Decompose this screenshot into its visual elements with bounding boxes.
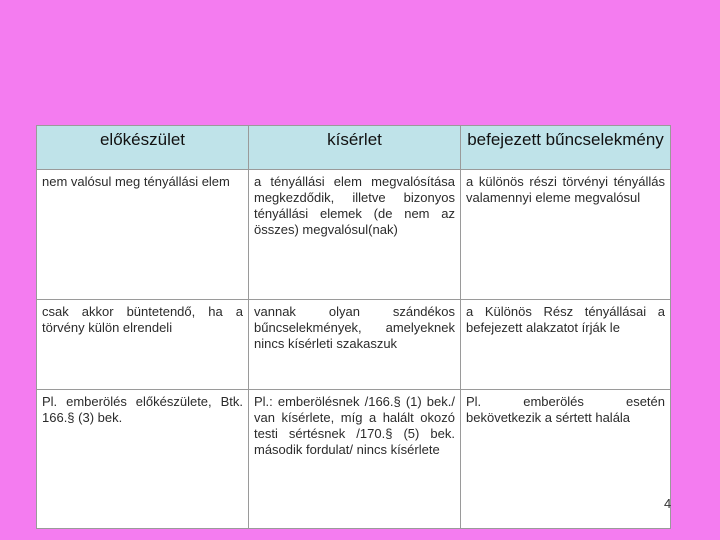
table-cell: vannak olyan szándékos bűncselekmények, amelyeknek nincs kísérleti szakaszuk	[249, 300, 461, 390]
table-cell: Pl. emberölés esetén bekövetkezik a sértett halála	[461, 390, 671, 529]
table-row	[37, 170, 671, 300]
header-completed-crime: befejezett bűncselekmény	[461, 126, 671, 170]
table-row	[37, 300, 671, 390]
table-cell: Pl. emberölés előkészülete, Btk. 166.§ (3) bek.	[37, 390, 249, 529]
table-cell: a tényállási elem megvalósítása megkezdődik, illetve bizonyos tényállási elemek (de nem az összes) megvalósul(nak)	[249, 170, 461, 300]
table-cell: Pl.: emberölésnek /166.§ (1) bek./ van kísérlete, míg a halált okozó testi sértésnek /170.§ (5) bek. második fordulat/ nincs kísérlete	[249, 390, 461, 529]
table-cell: a különös részi törvényi tényállás valamennyi eleme megvalósul	[461, 170, 671, 300]
comparison-table	[36, 125, 671, 529]
header-preparation: előkészület	[37, 126, 249, 170]
table-row	[37, 390, 671, 529]
table-cell: a Különös Rész tényállásai a befejezett alakzatot írják le	[461, 300, 671, 390]
header-row	[37, 126, 671, 170]
page-number: 4	[664, 496, 672, 511]
table-cell: nem valósul meg tényállási elem	[37, 170, 249, 300]
header-attempt: kísérlet	[249, 126, 461, 170]
table-cell: csak akkor büntetendő, ha a törvény külön elrendeli	[37, 300, 249, 390]
